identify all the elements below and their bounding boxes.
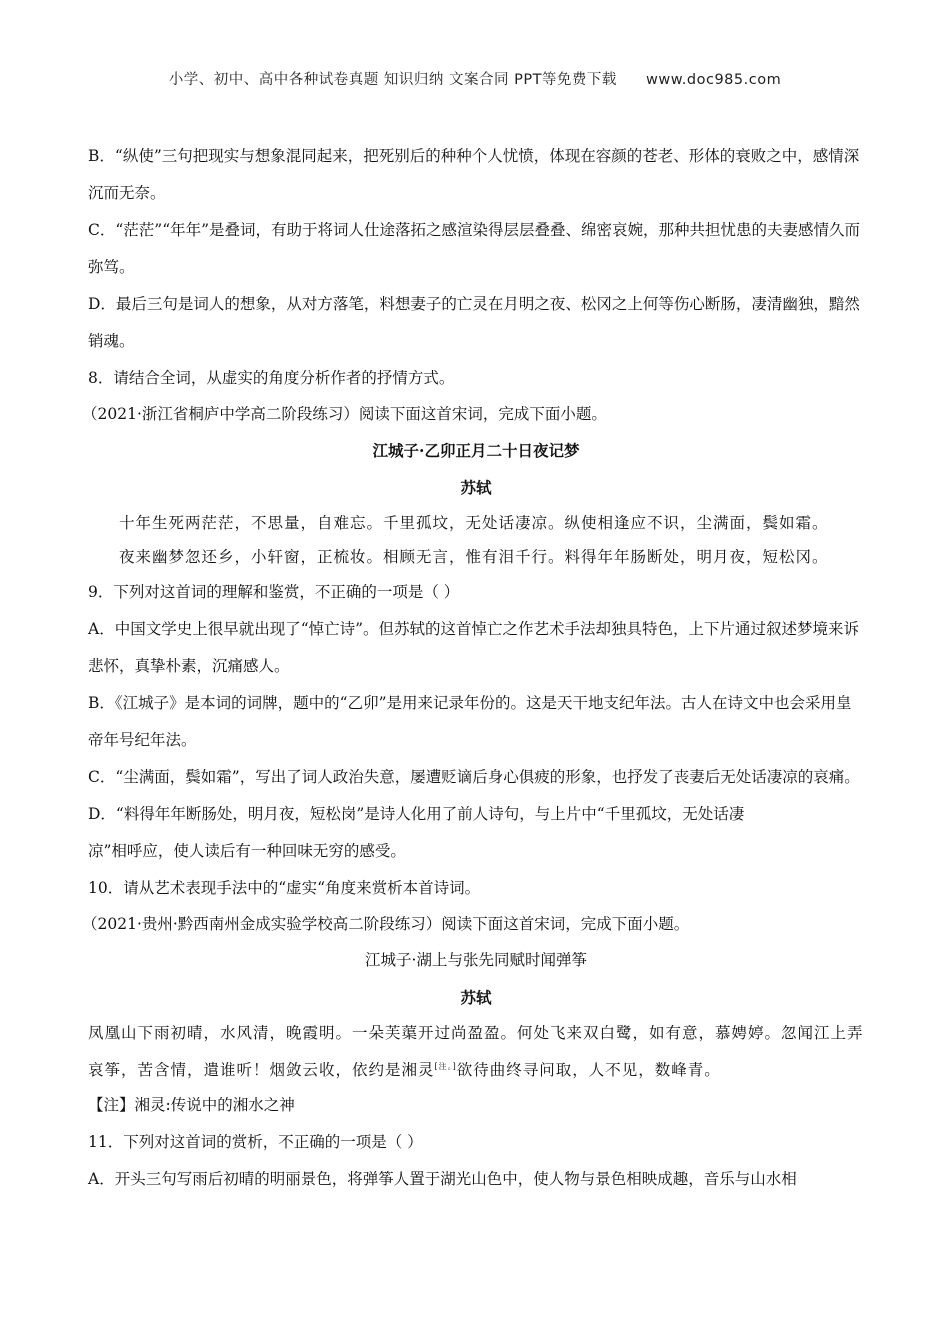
document-body (82, 138, 864, 1198)
q11-option-a: A．开头三句写雨后初晴的明丽景色，将弹筝人置于湖光山色中，使人物与景色相映成趣，音乐与山水相 (88, 1170, 797, 1189)
q9-option-b: B．《江城子》是本词的词牌，题中的“乙卯”是用来记录年份的。这是天干地支纪年法。古人在诗文中也会采用皇帝年号纪年法。 (88, 694, 852, 749)
poem2-text-a: 凤凰山下雨初晴，水风清，晚霞明。一朵芙蕖开过尚盈盈。何处飞来双白鹭，如有意，慕娉婷。忽闻江上弄哀筝，苦含情，遣谁听！烟敛云收，依约是湘灵 (88, 1024, 864, 1080)
question-8: 8．请结合全词，从虚实的角度分析作者的抒情方式。 (88, 369, 455, 387)
question-9-stem: 9．下列对这首词的理解和鉴赏，不正确的一项是（ ） (88, 583, 460, 601)
q9-option-c: C．“尘满面，鬓如霜”，写出了词人政治失意，屡遭贬谪后身心俱疲的形象，也抒发了丧妻后无处话凄凉的哀痛。 (88, 768, 860, 786)
page-header (0, 68, 950, 89)
poem1-author: 苏轼 (460, 478, 492, 497)
question-11-stem: 11．下列对这首词的赏析，不正确的一项是（ ） (88, 1133, 423, 1152)
q7-option-b: B．“纵使”三句把现实与想象混同起来，把死别后的种种个人忧愤，体现在容颜的苍老、形体的衰败之中，感情深沉而无奈。 (88, 147, 860, 202)
source-note-1: （2021·浙江省桐庐中学高二阶段练习）阅读下面这首宋词，完成下面小题。 (82, 405, 607, 423)
poem1-line1: 十年生死两茫茫，不思量，自难忘。千里孤坟，无处话凄凉。纵使相逢应不识，尘满面，鬓如霜。 (119, 514, 829, 532)
poem2-text-b: 欲待曲终寻问取，人不见，数峰青。 (456, 1061, 721, 1080)
poem1-line2: 夜来幽梦忽还乡，小轩窗，正梳妆。相顾无言，惟有泪千行。料得年年肠断处，明月夜，短松冈。 (119, 548, 829, 566)
poem2-author: 苏轼 (460, 988, 492, 1007)
q9-option-a: A．中国文学史上很早就出现了“悼亡诗”。但苏轼的这首悼亡之作艺术手法却独具特色，上下片通过叙述梦境来诉悲怀，真挚朴素，沉痛感人。 (88, 620, 860, 675)
header-text: 小学、初中、高中各种试卷真题 知识归纳 文案合同 PPT等免费下载 (168, 72, 617, 88)
source-note-2: （2021·贵州·黔西南州金成实验学校高二阶段练习）阅读下面这首宋词，完成下面小题。 (82, 915, 690, 933)
q9-option-d-line1: D．“料得年年断肠处，明月夜，短松岗”是诗人化用了前人诗句，与上片中“千里孤坟，无处话凄 (88, 805, 745, 823)
poem1-title: 江城子·乙卯正月二十日夜记梦 (372, 441, 580, 460)
q9-option-d-line2: 凉”相呼应，使人读后有一种回味无穷的感受。 (88, 842, 406, 860)
question-10: 10．请从艺术表现手法中的“虚实“角度来赏析本首诗词。 (88, 879, 481, 897)
q7-option-c: C．“茫茫”“年年”是叠词，有助于将词人仕途落拓之感渲染得层层叠叠、绵密哀婉，那种共担忧患的夫妻感情久而弥笃。 (88, 221, 861, 276)
poem2-title: 江城子·湖上与张先同赋时闻弹筝 (365, 951, 587, 969)
header-url[interactable]: www.doc985.com (646, 72, 782, 88)
poem2-text (88, 1016, 864, 1087)
q7-option-d: D．最后三句是词人的想象，从对方落笔，料想妻子的亡灵在月明之夜、松冈之上何等伤心断肠，凄清幽独，黯然销魂。 (88, 295, 860, 350)
poem2-footnote-mark: [注。] (434, 1062, 457, 1071)
poem2-note: 【注】湘灵:传说中的湘水之神 (88, 1096, 295, 1115)
